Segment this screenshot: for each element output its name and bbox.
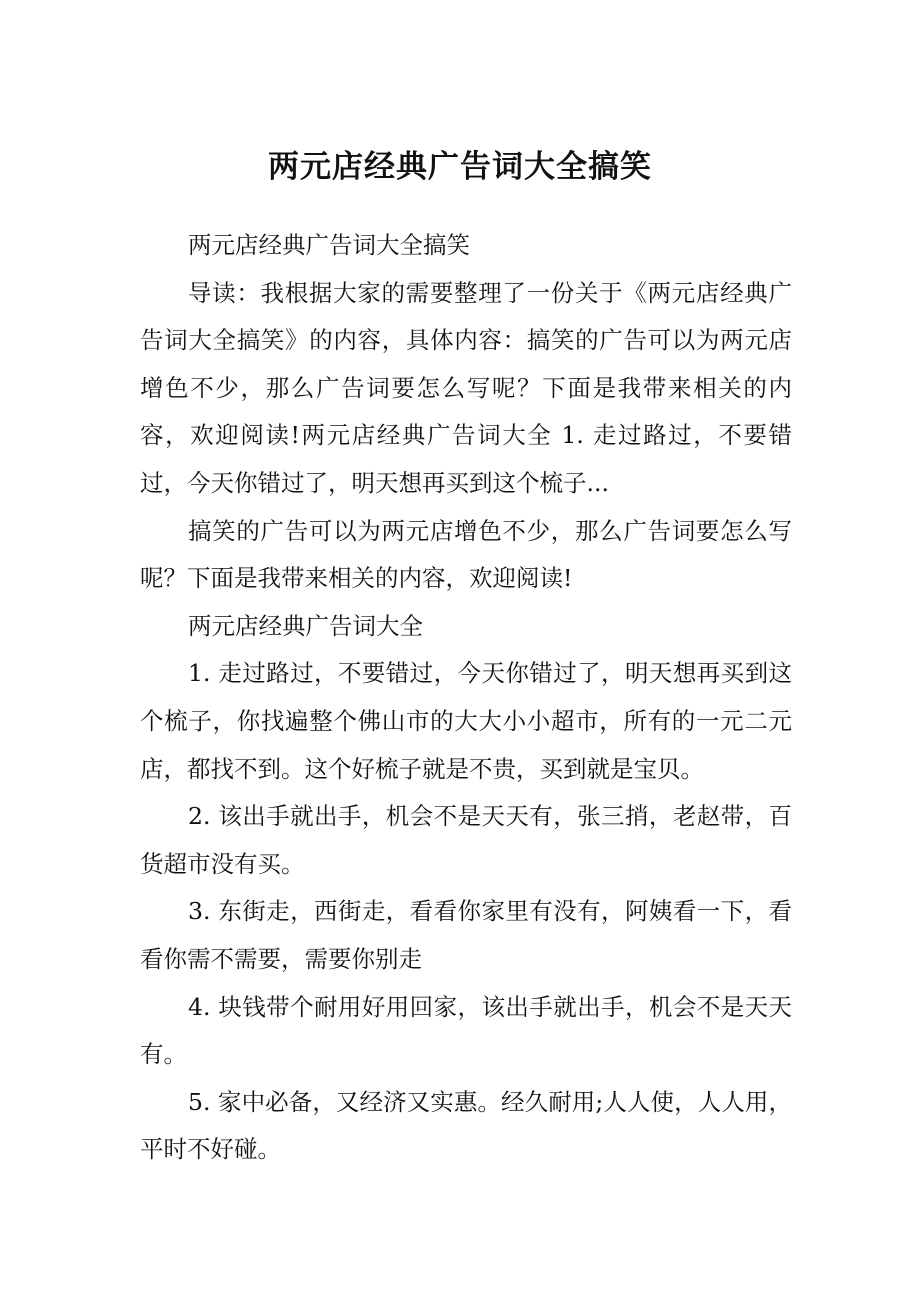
document-title: 两元店经典广告词大全搞笑 bbox=[268, 149, 652, 185]
document-body bbox=[140, 222, 792, 1174]
paragraph-intro: 导读：我根据大家的需要整理了一份关于《两元店经典广告词大全搞笑》的内容，具体内容：搞笑的广告可以为两元店增色不少，那么广告词要怎么写呢？下面是我带来相关的内容，欢迎阅读!两元店经典广告词大全 1. 走过路过，不要错过，今天你错过了，明天想再买到这个梳子... bbox=[140, 278, 792, 497]
list-item-1: 1. 走过路过，不要错过，今天你错过了，明天想再买到这个梳子，你找遍整个佛山市的大大小小超市，所有的一元二元店，都找不到。这个好梳子就是不贵，买到就是宝贝。 bbox=[140, 659, 792, 783]
list-item-4: 4. 块钱带个耐用好用回家，该出手就出手，机会不是天天有。 bbox=[140, 992, 792, 1069]
list-item-3: 3. 东街走，西街走，看看你家里有没有，阿姨看一下，看看你需不需要，需要你别走 bbox=[140, 897, 792, 973]
list-item-2: 2. 该出手就出手，机会不是天天有，张三捎，老赵带，百货超市没有买。 bbox=[140, 802, 792, 878]
section-heading: 两元店经典广告词大全 bbox=[188, 611, 423, 640]
paragraph-subtitle: 两元店经典广告词大全搞笑 bbox=[188, 231, 470, 259]
list-item-5: 5. 家中必备，又经济又实惠。经久耐用;人人使，人人用，平时不好碰。 bbox=[140, 1087, 792, 1164]
paragraph-summary: 搞笑的广告可以为两元店增色不少，那么广告词要怎么写呢？下面是我带来相关的内容，欢迎阅读! bbox=[140, 516, 792, 593]
